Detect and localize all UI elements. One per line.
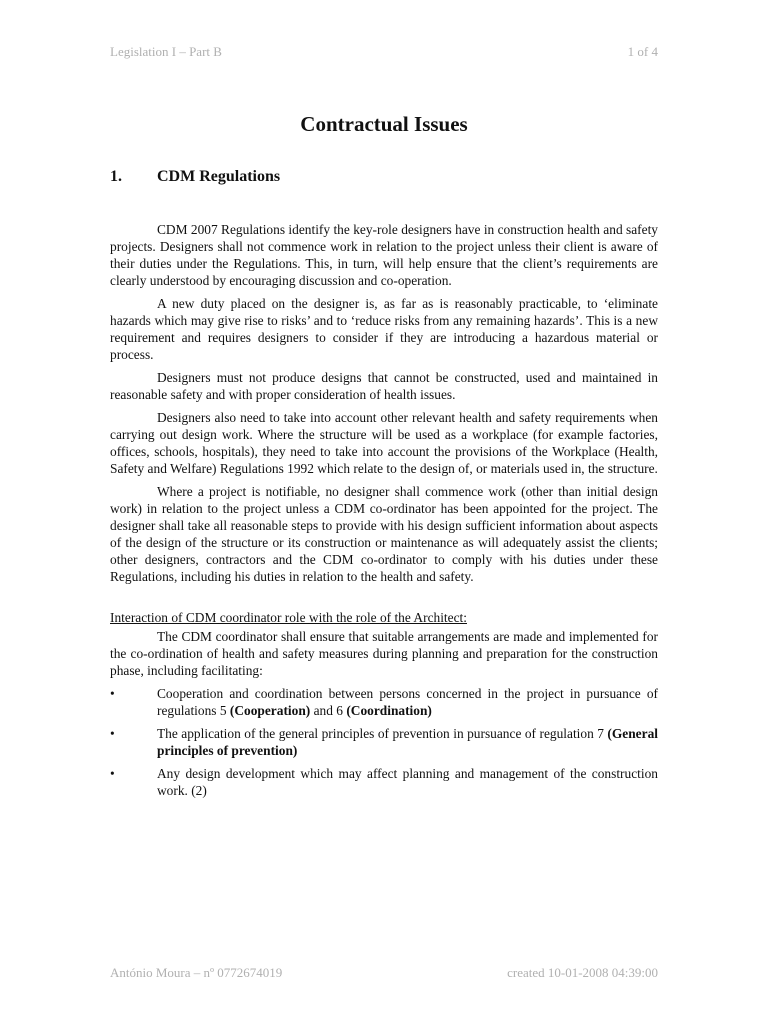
bullet-bold-text: (General principles of prevention) [157, 726, 658, 758]
bullet-item [110, 685, 658, 719]
paragraph: Designers must not produce designs that cannot be constructed, used and maintained in reasonable safety and with proper consideration of health issues. [110, 370, 658, 402]
page-header [110, 44, 658, 60]
section-heading [110, 168, 280, 186]
bullet-bold-text: (Cooperation) [229, 703, 311, 718]
bullet-bold-text: (Coordination) [346, 703, 432, 718]
bullet-text: Any design development which may affect planning and management of the construction work. (2) [157, 766, 658, 798]
section-number: 1. [110, 168, 122, 185]
paragraph: Where a project is notifiable, no designer shall commence work (other than initial design work) in relation to the project unless a CDM co-ordinator has been appointed for the project. The designer shall take all reasonable steps to provide with his design sufficient information about aspects of the design of the structure or its construction or maintenance as will adequately assist the clients; other designers, contractors and the CDM co-ordinator to comply with his duties under these Regulations, including his duties in relation to the health and safety. [110, 484, 658, 584]
header-document-title: Legislation I – Part B [110, 44, 222, 59]
subheading: Interaction of CDM coordinator role with the role of the Architect: [110, 610, 467, 625]
document-title: Contractual Issues [300, 112, 468, 136]
bullet-item [110, 765, 658, 799]
paragraph: CDM 2007 Regulations identify the key-role designers have in construction health and safety projects. Designers shall not commence work in relation to the project unless their client is aware of their duties under the Regulations. This, in turn, will help ensure that the client’s requirements are clearly understood by encouraging discussion and co-operation. [110, 222, 658, 288]
bullet-text: and 6 [310, 703, 347, 718]
section-title: CDM Regulations [157, 168, 281, 185]
bullet-icon: • [110, 726, 115, 741]
header-page-number: 1 of 4 [627, 44, 658, 59]
bullet-text: Cooperation and coordination between persons concerned in the project in pursuance of regulations 5 [157, 686, 658, 718]
bullet-icon: • [110, 686, 115, 701]
document-body [110, 221, 658, 805]
bullet-list [110, 685, 658, 799]
bullet-icon: • [110, 766, 115, 781]
paragraph: Designers also need to take into account other relevant health and safety requirements when carrying out design work. Where the structure will be used as a workplace (for example factories, offices, schools, hospitals), they need to take into account the provisions of the Workplace (Health, Safety and Welfare) Regulations 1992 which relate to the design of, or materials used in, the structure. [110, 410, 658, 476]
bullet-text: The application of the general principles of prevention in pursuance of regulation 7 [157, 726, 608, 741]
paragraph: A new duty placed on the designer is, as far as is reasonably practicable, to ‘eliminate hazards which may give rise to risks’ and to ‘reduce risks from any remaining hazards’. This is a new requirement and requires designers to consider if they are introducing a hazardous material or process. [110, 296, 658, 362]
page-footer [110, 965, 658, 981]
footer-created-date: created 10-01-2008 04:39:00 [507, 965, 658, 980]
bullet-item [110, 725, 658, 759]
intro-paragraph: The CDM coordinator shall ensure that suitable arrangements are made and implemented for the co-ordination of health and safety measures during planning and preparation for the construction phase, including facilitating: [110, 629, 658, 678]
footer-author: António Moura – nº 0772674019 [110, 965, 283, 980]
